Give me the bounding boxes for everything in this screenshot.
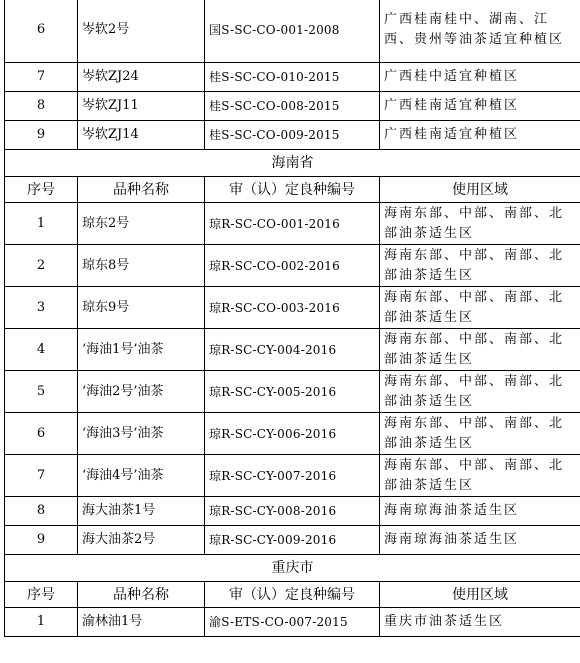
table-row [5,92,580,121]
table-row [5,245,580,287]
variety-name: 琼东8号 [78,245,205,287]
usage-region: 海南东部、中部、南部、北部油茶适生区 [380,245,580,287]
table-row [5,371,580,413]
table-row [5,63,580,92]
variety-name: 琼东2号 [78,203,205,245]
certification-code: 桂S-SC-CO-008-2015 [205,92,380,121]
table-row [5,121,580,150]
variety-name: 岑软ZJ11 [78,92,205,121]
header-number: 序号 [5,177,78,203]
variety-name: 海大油茶1号 [78,497,205,526]
certification-code: 琼R-SC-CO-002-2016 [205,245,380,287]
variety-name: ‘海油4号’油茶 [78,455,205,497]
usage-region: 广西桂南适宜种植区 [380,92,580,121]
header-variety-name: 品种名称 [78,582,205,608]
usage-region: 海南东部、中部、南部、北部油茶适生区 [380,455,580,497]
header-variety-name: 品种名称 [78,177,205,203]
row-number: 8 [5,497,78,526]
header-usage-region: 使用区域 [380,582,580,608]
table-row [5,526,580,555]
header-usage-region: 使用区域 [380,177,580,203]
table-row [5,413,580,455]
certification-code: 琼R-SC-CO-001-2016 [205,203,380,245]
usage-region: 海南东部、中部、南部、北部油茶适生区 [380,413,580,455]
usage-region: 海南东部、中部、南部、北部油茶适生区 [380,287,580,329]
variety-name: ‘海油3号’油茶 [78,413,205,455]
row-number: 6 [5,413,78,455]
table-row [5,608,580,637]
header-certification-code: 审（认）定良种编号 [205,177,380,203]
usage-region: 重庆市油茶适生区 [380,608,580,637]
row-number: 9 [5,526,78,555]
table-row [5,329,580,371]
row-number: 5 [5,371,78,413]
table-row [5,287,580,329]
certification-code: 琼R-SC-CY-009-2016 [205,526,380,555]
usage-region: 海南东部、中部、南部、北部油茶适生区 [380,203,580,245]
row-number: 3 [5,287,78,329]
certification-code: 国S-SC-CO-001-2008 [205,0,380,63]
table-row [5,0,580,63]
variety-name: 海大油茶2号 [78,526,205,555]
usage-region: 海南东部、中部、南部、北部油茶适生区 [380,371,580,413]
certification-code: 桂S-SC-CO-010-2015 [205,63,380,92]
row-number: 8 [5,92,78,121]
section-title-chongqing: 重庆市 [5,555,580,582]
table-row [5,455,580,497]
variety-name: ‘海油1号’油茶 [78,329,205,371]
section-title-row [5,150,580,177]
certification-code: 渝S-ETS-CO-007-2015 [205,608,380,637]
row-number: 6 [5,0,78,63]
usage-region: 海南琼海油茶适生区 [380,497,580,526]
usage-region: 广西桂南适宜种植区 [380,121,580,150]
row-number: 4 [5,329,78,371]
variety-name: 琼东9号 [78,287,205,329]
usage-region: 广西桂中适宜种植区 [380,63,580,92]
row-number: 7 [5,63,78,92]
row-number: 1 [5,203,78,245]
usage-region: 海南东部、中部、南部、北部油茶适生区 [380,329,580,371]
usage-region: 海南琼海油茶适生区 [380,526,580,555]
certification-code: 桂S-SC-CO-009-2015 [205,121,380,150]
variety-name: 岑软ZJ24 [78,63,205,92]
usage-region: 广西桂南桂中、湖南、江西、贵州等油茶适宜种植区 [380,0,580,63]
table-header-row [5,177,580,203]
row-number: 9 [5,121,78,150]
table-header-row [5,582,580,608]
variety-name: 渝林油1号 [78,608,205,637]
section-title-hainan: 海南省 [5,150,580,177]
section-title-row [5,555,580,582]
certification-code: 琼R-SC-CY-006-2016 [205,413,380,455]
table-row [5,203,580,245]
variety-name: ‘海油2号’油茶 [78,371,205,413]
variety-name: 岑软2号 [78,0,205,63]
certification-code: 琼R-SC-CY-008-2016 [205,497,380,526]
row-number: 1 [5,608,78,637]
varieties-table [4,0,580,637]
row-number: 7 [5,455,78,497]
row-number: 2 [5,245,78,287]
certification-code: 琼R-SC-CO-003-2016 [205,287,380,329]
header-certification-code: 审（认）定良种编号 [205,582,380,608]
header-number: 序号 [5,582,78,608]
variety-name: 岑软ZJ14 [78,121,205,150]
certification-code: 琼R-SC-CY-004-2016 [205,329,380,371]
certification-code: 琼R-SC-CY-007-2016 [205,455,380,497]
table-row [5,497,580,526]
certification-code: 琼R-SC-CY-005-2016 [205,371,380,413]
